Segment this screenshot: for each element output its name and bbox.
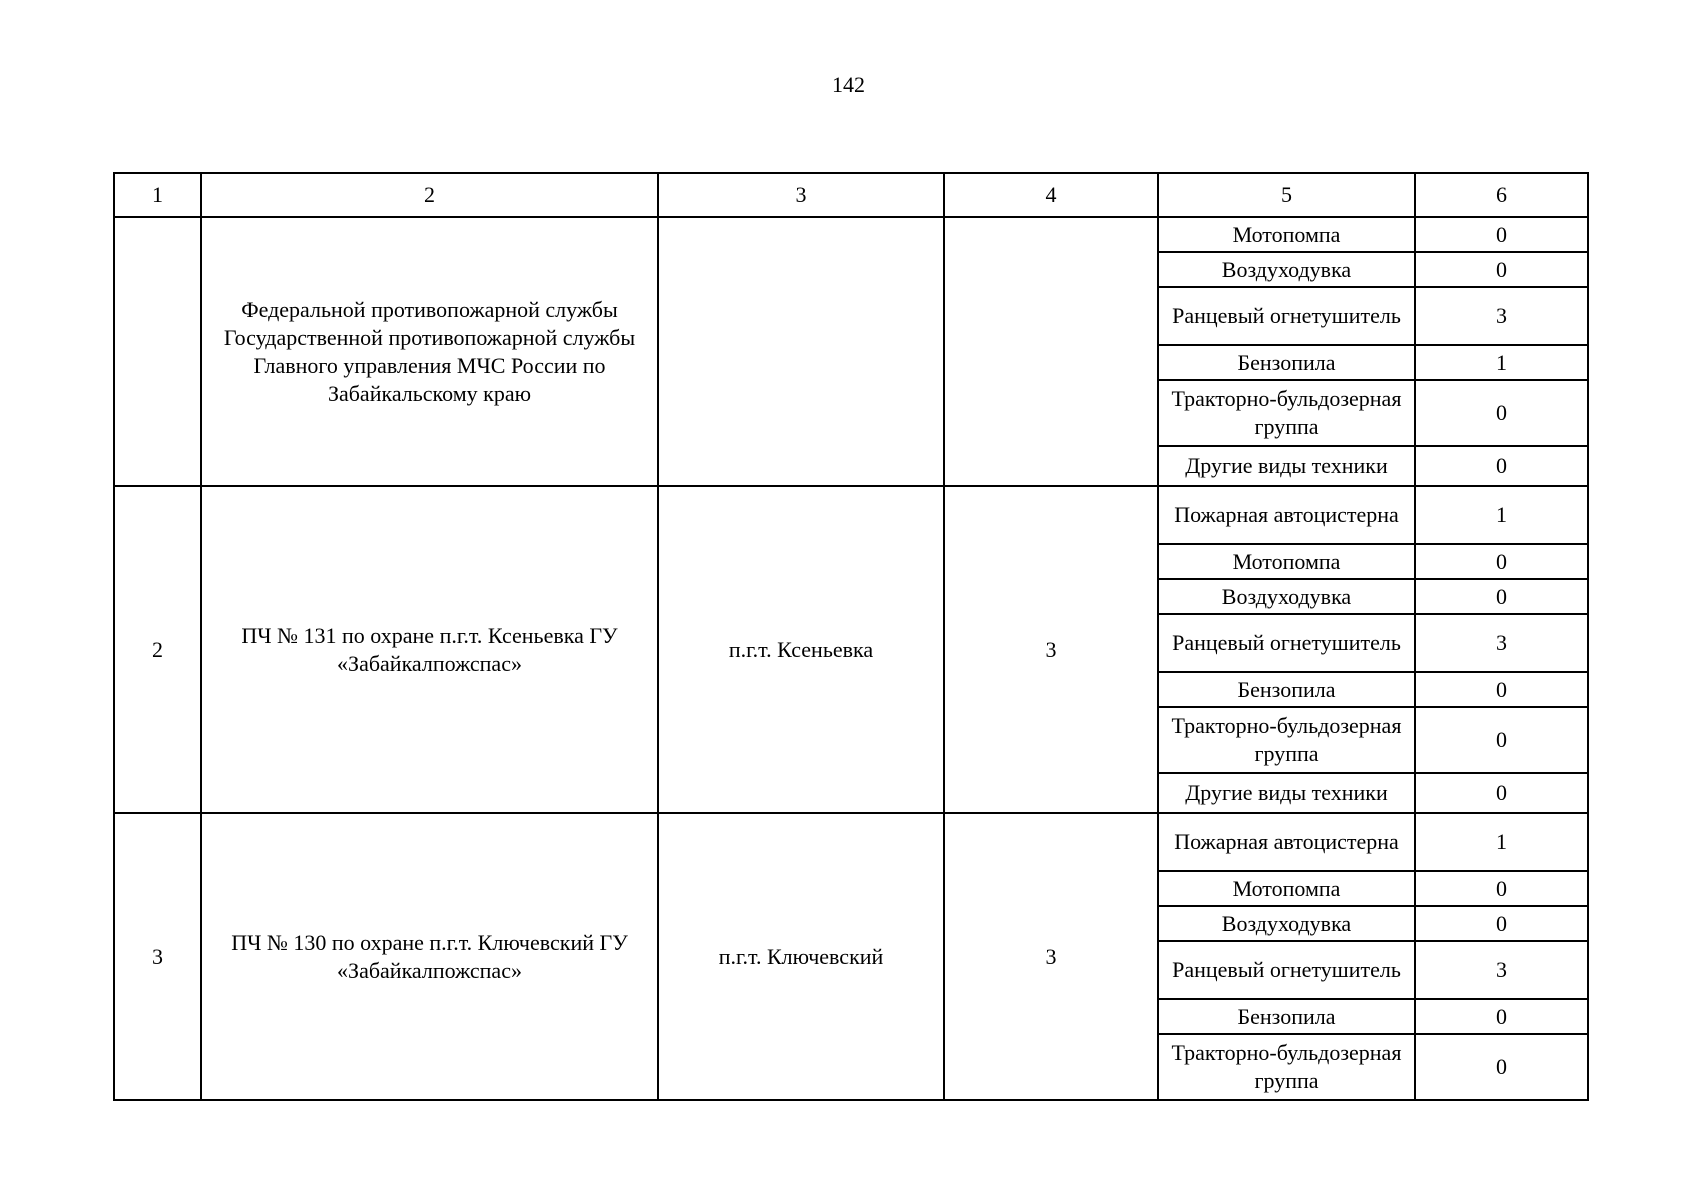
equipment-name: Тракторно-бульдозерная группа [1158, 707, 1415, 773]
equipment-name: Мотопомпа [1158, 544, 1415, 579]
equipment-count: 0 [1415, 252, 1588, 287]
row-number-cell: 2 [114, 486, 201, 813]
equipment-count: 0 [1415, 1034, 1588, 1100]
equipment-name: Ранцевый огнетушитель [1158, 614, 1415, 672]
equipment-name: Бензопила [1158, 999, 1415, 1034]
column-number: 3 [658, 173, 944, 217]
equipment-count: 0 [1415, 999, 1588, 1034]
equipment-name: Пожарная автоцистерна [1158, 813, 1415, 871]
col4-cell [944, 217, 1158, 486]
equipment-name: Другие виды техники [1158, 446, 1415, 486]
location-cell: п.г.т. Ключевский [658, 813, 944, 1100]
column-number: 4 [944, 173, 1158, 217]
equipment-count: 0 [1415, 446, 1588, 486]
page-number: 142 [832, 72, 865, 97]
equipment-name: Тракторно-бульдозерная группа [1158, 1034, 1415, 1100]
equipment-name: Другие виды техники [1158, 773, 1415, 813]
column-number: 5 [1158, 173, 1415, 217]
location-cell: п.г.т. Ксеньевка [658, 486, 944, 813]
equipment-name: Пожарная автоцистерна [1158, 486, 1415, 544]
organization-name: Федеральной противопожарной службы Государственной противопожарной службы Главного управления МЧС России по Забайкальскому краю [201, 217, 658, 486]
equipment-name: Мотопомпа [1158, 871, 1415, 906]
equipment-name: Ранцевый огнетушитель [1158, 287, 1415, 345]
equipment-name: Ранцевый огнетушитель [1158, 941, 1415, 999]
equipment-count: 0 [1415, 672, 1588, 707]
equipment-count: 3 [1415, 287, 1588, 345]
equipment-table [113, 172, 1589, 1101]
equipment-count: 1 [1415, 813, 1588, 871]
table-row [114, 217, 1588, 252]
table-row [114, 486, 1588, 544]
equipment-name: Бензопила [1158, 672, 1415, 707]
equipment-name: Воздуходувка [1158, 252, 1415, 287]
column-number: 6 [1415, 173, 1588, 217]
equipment-name: Воздуходувка [1158, 906, 1415, 941]
table-row [114, 813, 1588, 871]
column-number-row [114, 173, 1588, 217]
organization-name: ПЧ № 130 по охране п.г.т. Ключевский ГУ «Забайкалпожспас» [201, 813, 658, 1100]
column-number: 2 [201, 173, 658, 217]
location-cell [658, 217, 944, 486]
equipment-count: 1 [1415, 486, 1588, 544]
equipment-count: 1 [1415, 345, 1588, 380]
equipment-name: Воздуходувка [1158, 579, 1415, 614]
row-number-cell [114, 217, 201, 486]
equipment-count: 0 [1415, 871, 1588, 906]
equipment-name: Тракторно-бульдозерная группа [1158, 380, 1415, 446]
equipment-name: Бензопила [1158, 345, 1415, 380]
equipment-count: 0 [1415, 217, 1588, 252]
equipment-count: 0 [1415, 380, 1588, 446]
row-number-cell: 3 [114, 813, 201, 1100]
equipment-count: 0 [1415, 773, 1588, 813]
col4-cell: 3 [944, 813, 1158, 1100]
organization-name: ПЧ № 131 по охране п.г.т. Ксеньевка ГУ «Забайкалпожспас» [201, 486, 658, 813]
equipment-count: 3 [1415, 941, 1588, 999]
equipment-count: 0 [1415, 906, 1588, 941]
equipment-count: 0 [1415, 579, 1588, 614]
equipment-count: 0 [1415, 707, 1588, 773]
equipment-name: Мотопомпа [1158, 217, 1415, 252]
col4-cell: 3 [944, 486, 1158, 813]
column-number: 1 [114, 173, 201, 217]
equipment-count: 3 [1415, 614, 1588, 672]
equipment-count: 0 [1415, 544, 1588, 579]
